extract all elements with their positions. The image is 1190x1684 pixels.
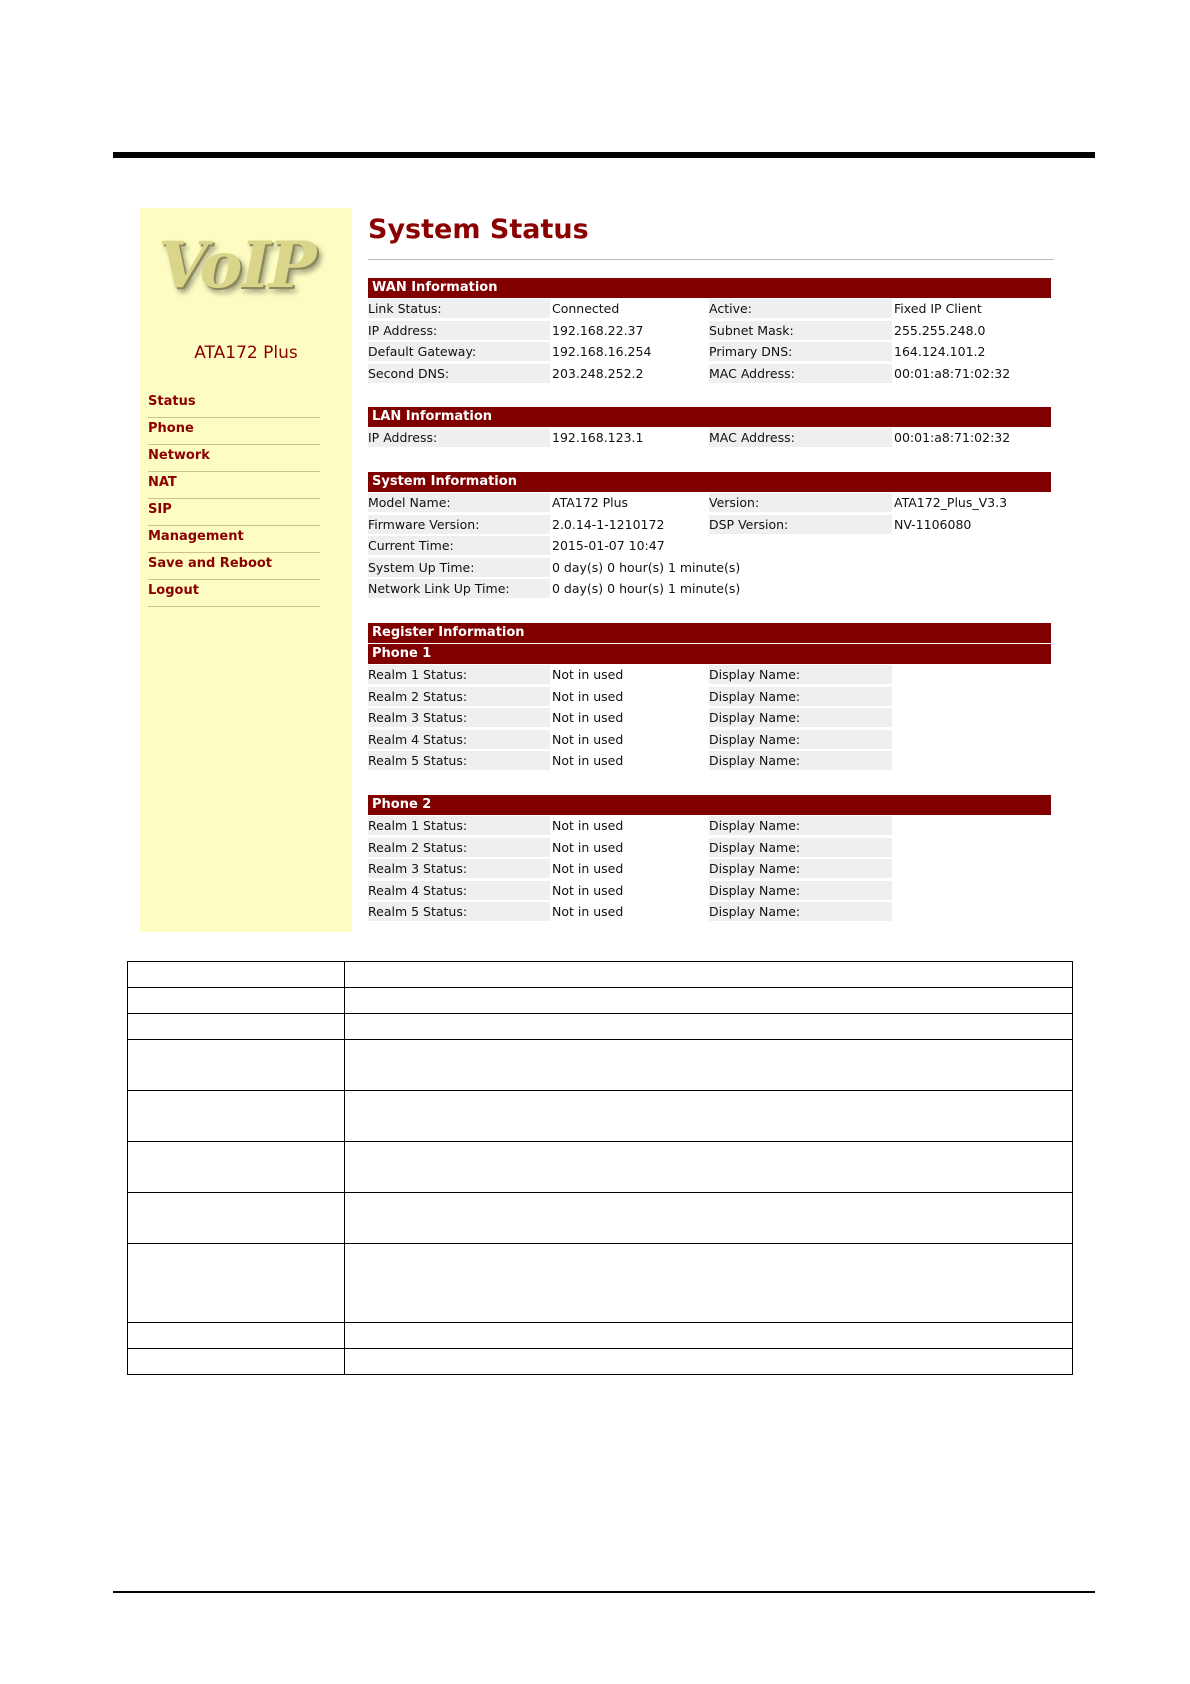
row-value-2 [894, 730, 1051, 749]
row-value: 203.248.252.2 [552, 365, 644, 381]
table-key-cell [128, 1349, 345, 1375]
empty-document-table [127, 961, 1073, 1375]
table-key-cell [128, 1323, 345, 1349]
row-label-2: Display Name: [709, 751, 892, 770]
status-row [368, 341, 1051, 363]
table-value-cell [345, 1040, 1073, 1091]
table-value-cell [345, 1323, 1073, 1349]
nav-link-logout[interactable]: Logout [148, 583, 199, 598]
table-key-cell [128, 1244, 345, 1323]
status-row [368, 363, 1051, 385]
main-content [368, 208, 1058, 920]
status-row [368, 815, 1051, 837]
status-row [368, 492, 1051, 514]
row-label: Model Name: [368, 493, 550, 512]
nav-item-status [148, 391, 320, 418]
row-value: Not in used [552, 904, 624, 920]
status-row [368, 514, 1051, 536]
row-label-2: Display Name: [709, 730, 892, 749]
row-value: 192.168.16.254 [552, 344, 652, 360]
register-header: Register Information [368, 623, 1051, 643]
wan-header: WAN Information [368, 278, 1051, 298]
wan-section [368, 278, 1051, 384]
table-value-cell [345, 1142, 1073, 1193]
row-value: 2015-01-07 10:47 [552, 538, 665, 554]
table-value-cell [345, 988, 1073, 1014]
bottom-rule [113, 1591, 1095, 1593]
row-value-2 [894, 881, 1051, 900]
phone1-header: Phone 1 [368, 644, 1051, 664]
table-row [128, 1323, 1073, 1349]
table-row [128, 1349, 1073, 1375]
row-value-2: 255.255.248.0 [894, 322, 986, 338]
table-key-cell [128, 962, 345, 988]
row-value: Not in used [552, 710, 624, 726]
row-value: 192.168.123.1 [552, 430, 644, 445]
row-value-2 [894, 665, 1051, 684]
row-label: Realm 3 Status: [368, 708, 550, 727]
row-value: Not in used [552, 731, 624, 747]
row-value: Not in used [552, 882, 624, 898]
row-label-2: Version: [709, 493, 892, 512]
row-label: System Up Time: [368, 558, 550, 577]
system-header: System Information [368, 472, 1051, 492]
nav-item-network [148, 445, 320, 472]
row-value: 0 day(s) 0 hour(s) 1 minute(s) [552, 559, 741, 575]
nav-menu [148, 391, 320, 607]
title-divider [368, 259, 1054, 260]
row-value-2: NV-1106080 [894, 516, 972, 532]
status-row [368, 880, 1051, 902]
row-label: Default Gateway: [368, 342, 550, 361]
row-value-2 [894, 687, 1051, 706]
row-value-2 [894, 902, 1051, 921]
row-value: Not in used [552, 861, 624, 877]
table-value-cell [345, 1349, 1073, 1375]
table-row [128, 1091, 1073, 1142]
row-label: Realm 5 Status: [368, 751, 550, 770]
status-row [368, 578, 1051, 600]
phone2-rows [368, 815, 1051, 923]
table-key-cell [128, 1040, 345, 1091]
table-value-cell [345, 1244, 1073, 1323]
row-label-2: Primary DNS: [709, 342, 892, 361]
phone1-rows [368, 664, 1051, 772]
row-value: 0 day(s) 0 hour(s) 1 minute(s) [552, 581, 741, 597]
row-value: Not in used [552, 839, 624, 855]
table-value-cell [345, 1091, 1073, 1142]
status-row [368, 320, 1051, 342]
nav-item-save-reboot [148, 553, 320, 580]
row-label: Realm 1 Status: [368, 665, 550, 684]
status-row [368, 837, 1051, 859]
table-key-cell [128, 1142, 345, 1193]
row-value-2 [894, 816, 1051, 835]
row-label-2: Display Name: [709, 838, 892, 857]
row-label-2: MAC Address: [709, 364, 892, 383]
table-value-cell [345, 1014, 1073, 1040]
nav-item-phone [148, 418, 320, 445]
table-value-cell [345, 962, 1073, 988]
row-value-2 [894, 708, 1051, 727]
lan-rows [368, 427, 1051, 449]
lan-section [368, 407, 1051, 449]
table-row [128, 1193, 1073, 1244]
row-value-2 [894, 751, 1051, 770]
row-label: Link Status: [368, 299, 550, 318]
row-value: 192.168.22.37 [552, 322, 644, 338]
row-value: Not in used [552, 667, 624, 682]
nav-link-management[interactable]: Management [148, 529, 244, 544]
register-section [368, 623, 1051, 772]
nav-link-save-reboot[interactable]: Save and Reboot [148, 556, 273, 571]
row-label: Firmware Version: [368, 515, 550, 534]
lan-header: LAN Information [368, 407, 1051, 427]
status-row [368, 686, 1051, 708]
row-label-2: Display Name: [709, 687, 892, 706]
row-label-2: DSP Version: [709, 515, 892, 534]
screenshot [140, 208, 1060, 932]
status-row [368, 729, 1051, 751]
row-label-2: MAC Address: [709, 428, 892, 447]
nav-link-phone[interactable]: Phone [148, 421, 194, 436]
status-row [368, 901, 1051, 923]
row-value-2: 164.124.101.2 [894, 344, 986, 360]
nav-link-sip[interactable]: SIP [148, 502, 172, 517]
row-value-2: Fixed IP Client [894, 301, 982, 316]
status-row [368, 535, 1051, 557]
row-label-2: Active: [709, 299, 892, 318]
table-row [128, 1014, 1073, 1040]
row-value: Not in used [552, 753, 624, 769]
nav-link-nat[interactable]: NAT [148, 475, 177, 490]
system-section [368, 472, 1051, 600]
row-label: Second DNS: [368, 364, 550, 383]
row-label-2: Display Name: [709, 859, 892, 878]
product-name: ATA172 Plus [194, 343, 298, 363]
table-key-cell [128, 988, 345, 1014]
nav-link-network[interactable]: Network [148, 448, 210, 463]
row-label: Realm 4 Status: [368, 881, 550, 900]
system-rows [368, 492, 1051, 600]
phone2-section [368, 795, 1051, 923]
logo-text: VoIP [158, 228, 315, 303]
row-label: Realm 4 Status: [368, 730, 550, 749]
row-label: IP Address: [368, 428, 550, 447]
status-row [368, 750, 1051, 772]
nav-link-status[interactable]: Status [148, 394, 196, 409]
row-label-2: Display Name: [709, 902, 892, 921]
row-label: Realm 2 Status: [368, 838, 550, 857]
row-label: Network Link Up Time: [368, 579, 550, 598]
status-row [368, 664, 1051, 686]
row-value-2 [894, 838, 1051, 857]
row-value: ATA172 Plus [552, 495, 629, 510]
page-title: System Status [368, 214, 589, 245]
table-row [128, 1142, 1073, 1193]
row-value-2 [894, 859, 1051, 878]
row-value-2: ATA172_Plus_V3.3 [894, 495, 1008, 510]
row-label: Realm 3 Status: [368, 859, 550, 878]
table-row [128, 1244, 1073, 1323]
row-label-2: Display Name: [709, 665, 892, 684]
voip-logo [158, 228, 333, 318]
row-label-2: Display Name: [709, 816, 892, 835]
row-label: Current Time: [368, 536, 550, 555]
row-label: Realm 5 Status: [368, 902, 550, 921]
phone2-header: Phone 2 [368, 795, 1051, 815]
row-label-2: Display Name: [709, 708, 892, 727]
status-row [368, 858, 1051, 880]
row-label: IP Address: [368, 321, 550, 340]
nav-item-management [148, 526, 320, 553]
top-rule [113, 152, 1095, 158]
table-row [128, 988, 1073, 1014]
row-value: 2.0.14-1-1210172 [552, 516, 665, 532]
sidebar [140, 208, 352, 932]
row-label-2: Subnet Mask: [709, 321, 892, 340]
nav-item-sip [148, 499, 320, 526]
row-value-2: 00:01:a8:71:02:32 [894, 365, 1011, 381]
table-key-cell [128, 1193, 345, 1244]
row-value: Not in used [552, 688, 624, 704]
row-value-2: 00:01:a8:71:02:32 [894, 430, 1011, 445]
table-value-cell [345, 1193, 1073, 1244]
row-label: Realm 2 Status: [368, 687, 550, 706]
status-row [368, 707, 1051, 729]
table-row [128, 1040, 1073, 1091]
row-label-2: Display Name: [709, 881, 892, 900]
wan-rows [368, 298, 1051, 384]
status-row [368, 427, 1051, 449]
status-row [368, 298, 1051, 320]
table-key-cell [128, 1014, 345, 1040]
table-key-cell [128, 1091, 345, 1142]
table-row [128, 962, 1073, 988]
row-label: Realm 1 Status: [368, 816, 550, 835]
status-row [368, 557, 1051, 579]
nav-item-logout [148, 580, 320, 607]
nav-item-nat [148, 472, 320, 499]
row-value: Connected [552, 301, 620, 316]
row-value: Not in used [552, 818, 624, 833]
